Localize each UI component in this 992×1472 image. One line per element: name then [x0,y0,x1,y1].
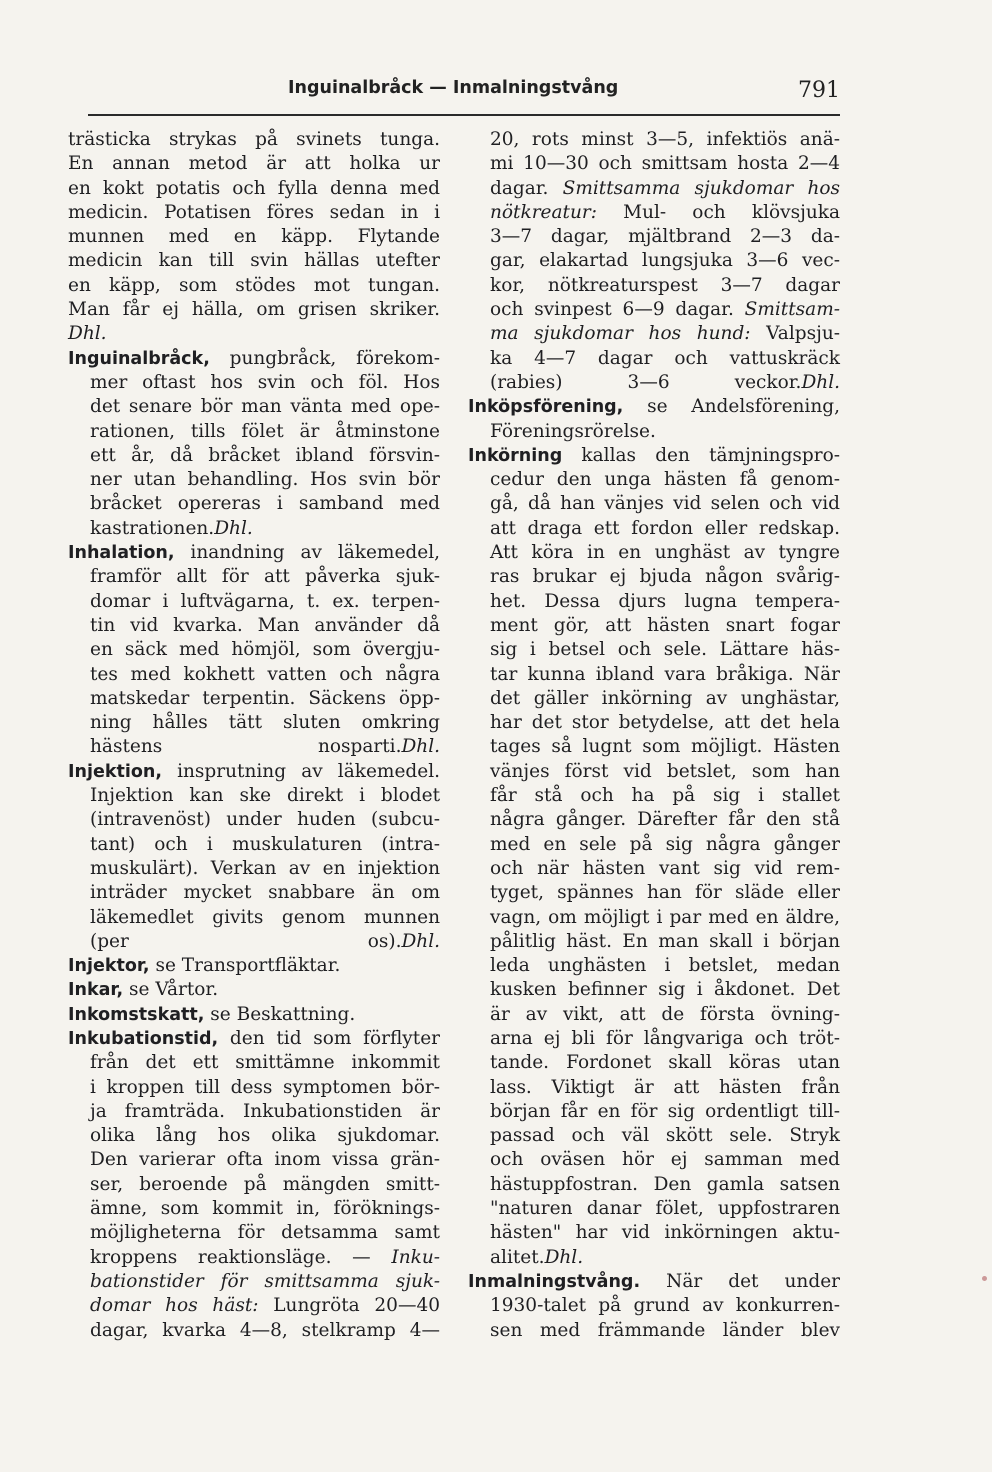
entry-headword: Inkar, [68,980,124,1001]
entry-line [68,760,440,784]
text-line: 1930-talet på grund av konkurren- [490,1295,840,1317]
text-line: ras brukar ej bjuda någon svårig- [490,566,840,588]
text-line: leda unghästen i betslet, medan [490,955,840,977]
author-signature: Dhl. [544,1246,584,1268]
text-line: "naturen danar fölet, uppfostraren [490,1198,840,1220]
text-line: muskulärt). Verkan av en injektion [90,857,440,879]
text-line: möjligheterna för detsamma samt [90,1222,440,1244]
text-line: dagar, kvarka 4—8, stelkramp 4— [90,1319,440,1341]
text-line: Att köra in en unghäst av tyngre [490,542,840,564]
text-line [468,322,840,346]
signature-line [468,371,840,395]
entry-line [68,347,440,371]
entry-definition: När det under [640,1270,840,1292]
page-number: 791 [798,78,840,103]
text-line: kusken befinner sig i åkdonet. Det [490,979,840,1001]
text-line: hästuppfostran. Den gamla satsen [490,1173,840,1195]
text-fragment: (rabies) 3—6 veckor. [490,371,802,393]
text-line: ja framträda. Inkubationstiden är [90,1100,440,1122]
text-fragment: (per os). [90,930,402,952]
text-line: ser, beroende på mängden smitt- [90,1173,440,1195]
text-line: matskedar terpentin. Säckens öpp- [90,687,440,709]
entry-line [68,978,440,1002]
entry-definition: den tid som förflyter [218,1027,440,1049]
signature-line [68,322,440,346]
text-line: ett år, då bråcket ibland försvin- [90,444,440,466]
text-fragment: Mul- och klövsjuka [596,201,840,223]
text-line: Föreningsrörelse. [490,420,656,442]
entry-definition: se Andelsförening, [623,396,840,418]
text-line: ment gör, att hästen snart fogar [490,614,840,636]
text-line: kor, nötkreaturspest 3—7 dagar [490,274,840,296]
text-line: ka 4—7 dagar och vattuskräck [490,347,840,369]
text-line: tin vid kvarka. Man använder då [90,614,440,636]
text-line: pålitlig häst. En man skall i början [490,930,840,952]
text-line: Man får ej hälla, om grisen skriker. [68,299,440,321]
text-line: (intravenöst) under huden (subcu- [90,809,440,831]
text-line: tande. Fordonet skall köras utan [490,1052,840,1074]
text-line: med en sele på sig några gånger [490,833,840,855]
text-line: domar i luftvägarna, t. ex. terpen- [90,590,440,612]
text-line: vänjes först vid betslet, som han [490,760,840,782]
entry-line [68,541,440,565]
text-line: arna ej bli för långvariga och tröt- [490,1027,840,1049]
entry-definition: inandning av läkemedel, [174,542,440,564]
text-line: från det ett smittämne inkommit [90,1052,440,1074]
italic-text: bationstider för smittsamma sjuk- [90,1270,440,1292]
text-line: hästen" har vid inkörningen aktu- [490,1222,840,1244]
text-line: tages så lugnt som möjligt. Hästen [490,736,840,758]
italic-text: domar hos häst: [90,1295,259,1317]
text-line: ning hålles tätt sluten omkring [90,712,440,734]
text-line: medicin kan till svin hällas utefter [68,250,440,272]
author-signature: Dhl. [214,517,253,539]
text-line: får stå och ha på sig i stallet [490,785,840,807]
entry-headword: Injektion, [68,761,162,782]
text-line: och när hästen vant sig vid rem- [490,857,840,879]
text-fragment: och svinpest 6—9 dagar. [490,299,745,321]
italic-text: Inku- [391,1246,440,1268]
text-line: en käpp, som stödes mot tungan. [68,274,440,296]
text-line: tyget, spännes han för släde eller [490,882,840,904]
signature-line [68,930,440,954]
text-line: att draga ett fordon eller redskap. [490,517,840,539]
text-line: En annan metod är att holka ur [68,153,440,175]
text-line [468,201,840,225]
text-line: lass. Viktigt är att hästen från [490,1076,840,1098]
text-line [468,298,840,322]
text-line: tant) och i muskulaturen (intra- [90,833,440,855]
text-line: tes med kokhett vatten och några [90,663,440,685]
text-line: olika lång hos olika sjukdomar. [90,1125,440,1147]
entry-line [68,1003,440,1027]
text-line [468,177,840,201]
signature-line [468,1246,840,1270]
text-line: ämne, som kommit in, föröknings- [90,1198,440,1220]
entry-headword: Inkubationstid, [68,1028,219,1049]
entry-headword: Inmalningstvång. [468,1271,641,1292]
entry-line [468,395,840,419]
text-line: några gånger. Därefter får den stå [490,809,840,831]
right-column [468,128,840,1343]
text-fragment: kroppens reaktionsläge. — [90,1246,392,1268]
entry-definition: insprutning av läkemedel. [161,760,440,782]
text-fragment: Lungröta 20—40 [258,1295,440,1317]
text-line [68,1294,440,1318]
text-line: Injektion kan ske direkt i blodet [90,785,440,807]
text-line: medicin. Potatisen föres sedan in i [68,201,440,223]
text-fragment: alitet. [490,1246,545,1268]
text-line [68,1246,440,1270]
author-signature: Dhl. [68,323,107,345]
left-column [68,128,440,1343]
entry-headword: Injektor, [68,956,150,977]
entry-headword: Inkomstskatt, [68,1004,205,1025]
entry-headword: Inköpsförening, [468,397,624,418]
text-line: inträder mycket snabbare än om [90,882,440,904]
text-line: mer oftast hos svin och föl. Hos [90,371,440,393]
margin-mark [982,1276,987,1281]
text-line: ner utan behandling. Hos svin bör [90,469,440,491]
entry-line [468,444,840,468]
text-line: har det stor betydelse, att det hela [490,712,840,734]
author-signature: Dhl. [401,930,440,952]
text-line: passad och väl skött sele. Stryk [490,1125,840,1147]
author-signature: Dhl. [801,371,840,393]
text-line: gar, elakartad lungsjuka 3—6 vec- [490,250,840,272]
text-fragment: kastrationen. [90,517,215,539]
signature-line [68,517,440,541]
italic-text: Smittsam- [744,299,840,321]
entry-line [68,954,440,978]
text-line: trästicka strykas på svinets tunga. [68,129,440,150]
author-signature: Dhl. [401,736,440,758]
text-fragment: Valpsju- [750,323,840,345]
entry-headword: Inguinalbråck, [68,348,210,369]
text-line: mi 10—30 och smittsam hosta 2—4 [490,153,840,175]
text-line: i kroppen till dess symptomen bör- [90,1076,440,1098]
text-line: det senare bör man vänta med ope- [90,396,440,418]
text-line: 3—7 dagar, mjältbrand 2—3 da- [490,226,840,248]
text-line: 20, rots minst 3—5, infektiös anä- [490,129,840,150]
text-fragment: dagar. [490,177,563,199]
text-line: och oväsen hör ej samman med [490,1149,840,1171]
entry-headword: Inhalation, [68,543,175,564]
text-line: gå, då han vänjes vid selen och vid [490,493,840,515]
text-line: början får en för sig ordentligt till- [490,1100,840,1122]
entry-definition: se Transportfläktar. [149,955,341,977]
text-line: det gäller inkörning av unghästar, [490,687,840,709]
text-line: bråcket opereras i samband med [90,493,440,515]
text-line [68,1270,440,1294]
entry-headword: Inkörning [468,445,563,466]
text-line: Den varierar ofta inom vissa grän- [90,1149,440,1171]
text-line: en säck med hömjöl, som övergju- [90,639,440,661]
header-rule [88,114,840,116]
text-line: rationen, tills fölet är åtminstone [90,420,440,442]
entry-definition: pungbråck, förekom- [209,347,440,369]
text-line: framför allt för att påverka sjuk- [90,566,440,588]
running-head: Inguinalbråck — Inmalningstvång [288,78,619,98]
text-line: munnen med en käpp. Flytande [68,226,440,248]
entry-line [468,1270,840,1294]
running-header [88,74,840,108]
text-fragment: hästens nosparti. [90,736,402,758]
text-line: cedur den unga hästen få genom- [490,469,840,491]
text-line: läkemedlet givits genom munnen [90,906,440,928]
text-line: vagn, om möjligt i par med en äldre, [490,906,840,928]
text-line: sen med främmande länder blev [490,1319,840,1341]
text-line: tar kunna ibland vara bråkiga. När [490,663,840,685]
text-line: het. Dessa djurs lugna tempera- [490,590,840,612]
signature-line [68,735,440,759]
italic-text: Smittsamma sjukdomar hos [562,177,840,199]
text-line: sig i betsel och sele. Lättare häs- [490,639,840,661]
entry-definition: se Vårtor. [123,979,219,1001]
text-line: en kokt potatis och fylla denna med [68,177,440,199]
entry-line [68,1027,440,1051]
text-line: är av vikt, att de första övning- [490,1003,840,1025]
italic-text: nötkreatur: [490,201,597,223]
entry-definition: kallas den tämjningspro- [562,444,840,466]
entry-definition: se Beskattning. [204,1003,356,1025]
italic-text: ma sjukdomar hos hund: [490,323,751,345]
